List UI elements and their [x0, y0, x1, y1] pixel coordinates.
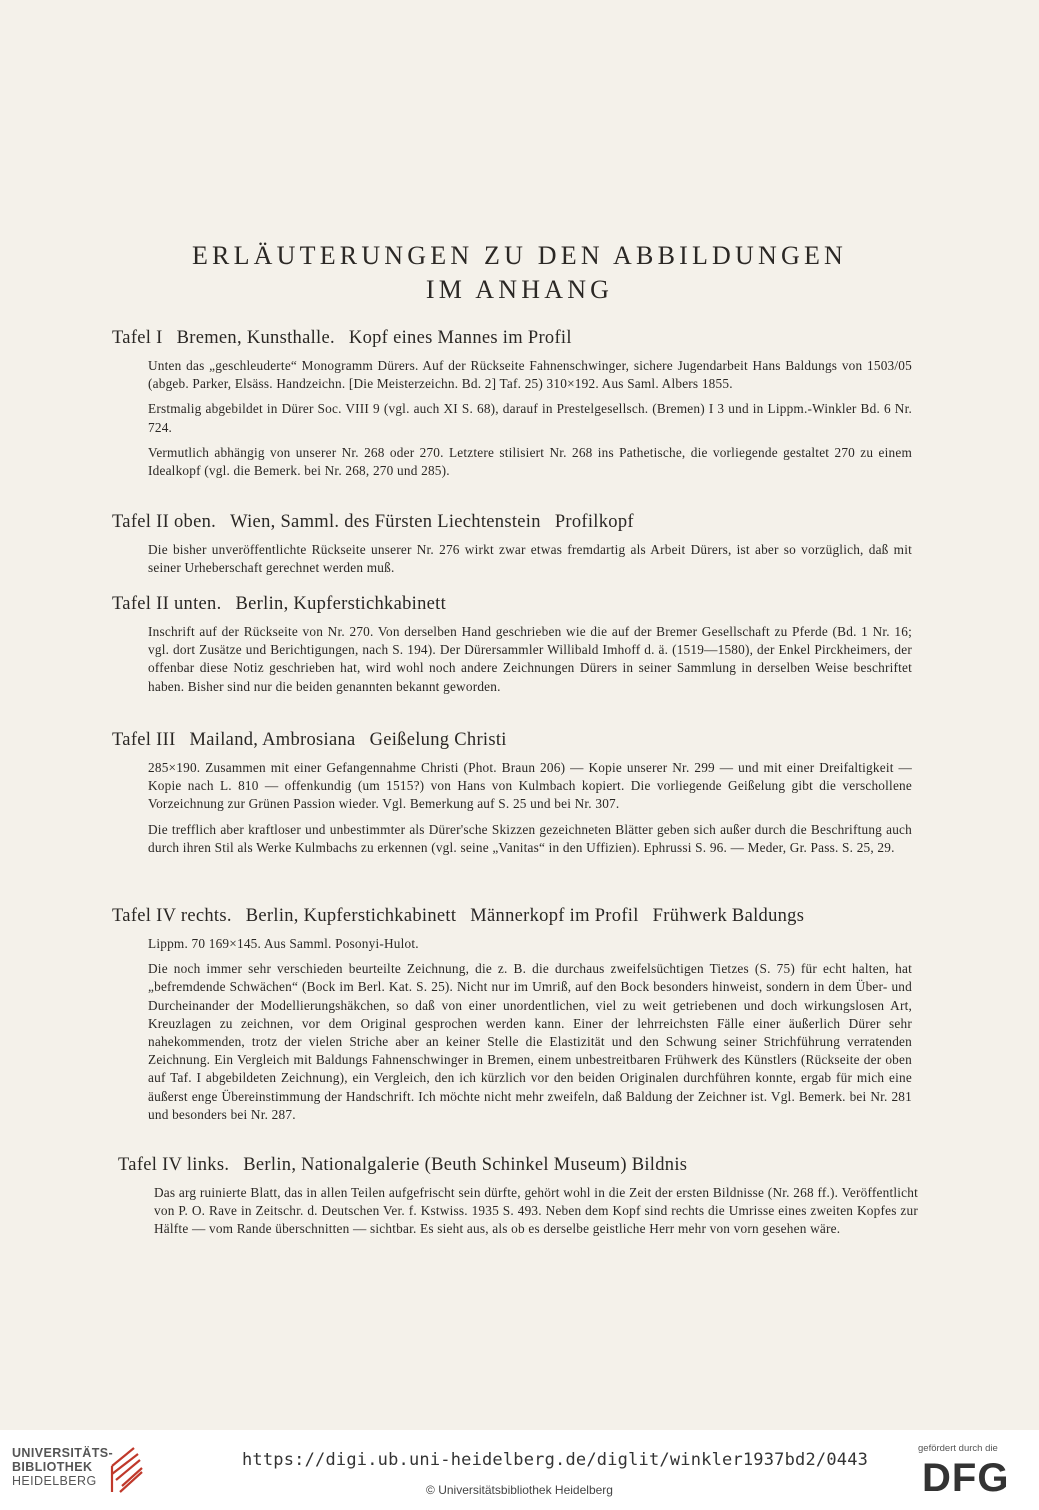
collection: Mailand, Ambrosiana — [189, 730, 356, 750]
paragraph: Erstmalig abgebildet in Dürer Soc. VIII 9 (vgl. auch XI S. 68), darauf in Prestelgesellsch. (Bremen) I 3 und in Lippm.-Winkler Bd. 6 Nr. 724. — [148, 401, 912, 435]
section-heading — [112, 512, 912, 533]
subject: Profilkopf — [554, 512, 634, 532]
collection: Berlin, Nationalgalerie (Beuth Schinkel Museum) Bildnis — [243, 1155, 688, 1175]
section-heading — [112, 328, 912, 349]
subject: Geißelung Christi — [369, 730, 507, 750]
subject: Männerkopf im Profil — [470, 906, 639, 926]
logo-line-1: UNIVERSITÄTS- — [12, 1446, 114, 1460]
page-title-line-1: ERLÄUTERUNGEN ZU DEN ABBILDUNGEN — [191, 241, 848, 270]
paragraph: Unten das „geschleuderte“ Monogramm Dürers. Auf der Rückseite Fahnenschwinger, sichere Jugendarbeit Hans Baldungs von 1503/05 (abgeb. Parker, Elsäss. Handzeichn. [Die Meisterzeichn. Bd. 2] Taf. 25) 310×192. Aus Saml. Albers 1855. — [148, 358, 912, 392]
paragraph: Vermutlich abhängig von unserer Nr. 268 oder 270. Letztere stilisiert Nr. 268 ins Pathetische, die vorliegende gestaltet 270 zu einem Idealkopf (vgl. die Bemerk. bei Nr. 268, 270 und 285). — [148, 444, 912, 479]
section-heading — [112, 594, 912, 615]
section-tafel-1 — [112, 328, 912, 487]
attribution: Frühwerk Baldungs — [652, 906, 805, 926]
paragraph: 285×190. Zusammen mit einer Gefangennahme Christi (Phot. Braun 206) — Kopie unserer Nr. 299 — und mit einer Dreifaltigkeit — Kopie nach L. 810 — offenkundig (um 1515?) von Hans von Kulmbach kopiert. Die vorliegende Geißelung gibt die verschollene Vorzeichnung zur Grünen Passion wieder. Vgl. Bemerkung auf S. 25 und bei Nr. 307. — [148, 760, 912, 812]
collection: Berlin, Kupferstichkabinett — [245, 906, 457, 926]
plate-number: Tafel I — [112, 328, 163, 348]
plate-number: Tafel II oben. — [112, 512, 217, 532]
logo-line-2: BIBLIOTHEK — [12, 1460, 93, 1474]
plate-number: Tafel II unten. — [112, 594, 222, 614]
collection: Berlin, Kupferstichkabinett — [235, 594, 447, 614]
paragraph: Lippm. 70 169×145. Aus Samml. Posonyi-Hulot. — [148, 936, 419, 951]
logo-line-3: HEIDELBERG — [12, 1474, 97, 1488]
section-tafel-3 — [112, 730, 912, 864]
paragraph: Das arg ruinierte Blatt, das in allen Teilen aufgefrischt sein dürfte, gehört wohl in die Zeit der ersten Bildnisse (Nr. 268 ff.). Veröffentlicht von P. O. Rave in Zeitschr. d. Deutschen Ver. f. Kstwiss. 1935 S. 493. Neben dem Kopf sind rechts die Umrisse eines zweiten Kopfes zur Hälfte — vom Rande überschnitten — sichtbar. Es sieht aus, als ob es derselbe geistliche Herr mehr von vorn gesehen wäre. — [154, 1185, 918, 1237]
paragraph: Die bisher unveröffentlichte Rückseite unserer Nr. 276 wirkt zwar etwas fremdartig als Arbeit Dürers, ist aber so vorzüglich, daß mit seiner Urheberschaft gerechnet werden muß. — [148, 542, 912, 576]
paragraph: Die noch immer sehr verschieden beurteilte Zeichnung, die z. B. die durchaus zweifelsüchtigen Tietzes (S. 75) für echt halten, hat „befremdende Schwächen“ (Bock im Berl. Kat. S. 25). Nicht nur im Umriß, auf den Bock besonders hinweist, sondern in dem Über- und Durcheinander der Modellierungshäkchen, so daß von einer unordentlichen, viel zu weit getriebenen und doch wirkungslosen Art, Kreuzlagen zu zeichnen, vor dem Original gesprochen werden kann. Einer der lehrreichsten Fälle einer äußerlich Dürer sehr nahekommenden, trotz der vielen Striche aber an keiner Stelle die Elastizität und den Schwung seiner Strichführung verratenden Zeichnung. Ein Vergleich mit Baldungs Fahnenschwinger in Bremen, einem unbestreitbaren Frühwerk des Künstlers (Rückseite der oben auf Taf. I abgebildeten Zeichnung), ein Vergleich, den ich kürzlich vor den beiden Originalen durchführen konnte, ergab für mich eine äußerst enge Übereinstimmung der Handschrift. Ich möchte nicht mehr zweifeln, daß Baldung der Zeichner ist. Vgl. Bemerk. bei Nr. 281 und besonders bei Nr. 287. — [148, 961, 912, 1122]
permalink-url[interactable]: https://digi.ub.uni-heidelberg.de/diglit/winkler1937bd2/0443 — [242, 1450, 869, 1470]
plate-number: Tafel IV rechts. — [112, 906, 232, 926]
section-heading — [118, 1155, 918, 1176]
subject: Kopf eines Mannes im Profil — [348, 328, 572, 348]
copyright-notice: © Universitätsbibliothek Heidelberg — [426, 1483, 613, 1497]
section-heading — [112, 730, 912, 751]
page-title-line-2: IM ANHANG — [425, 275, 614, 304]
collection: Wien, Samml. des Fürsten Liechtenstein — [230, 512, 541, 532]
collection: Bremen, Kunsthalle. — [176, 328, 335, 348]
plate-number: Tafel IV links. — [118, 1155, 230, 1175]
funding-note: gefördert durch die — [918, 1443, 998, 1454]
section-tafel-2-oben — [112, 512, 912, 584]
section-tafel-2-unten — [112, 594, 912, 703]
section-tafel-4-links — [118, 1155, 918, 1246]
section-tafel-4-rechts — [112, 906, 912, 1131]
dfg-logo[interactable]: DFG — [922, 1456, 1010, 1500]
section-heading — [112, 906, 912, 927]
paragraph: Die trefflich aber kraftloser und unbestimmter als Dürer'sche Skizzen gezeichneten Blätter geben sich außer durch die Beschriftung auch durch ihren Stil als Werke Kulmbachs zu erkennen (vgl. seine „Vanitas“ in den Uffizien). Ephrussi S. 96. — Meder, Gr. Pass. S. 25, 29. — [148, 821, 912, 855]
paragraph: Inschrift auf der Rückseite von Nr. 270. Von derselben Hand geschrieben wie die auf der Bremer Gesellschaft zu Pferde (Bd. 1 Nr. 16; vgl. dort Zusätze und Berichtigungen, nach S. 194). Der Dürersammler Willibald Imhoff d. ä. (1519—1580), der Enkel Pirckheimers, der offenbar diese Notiz geschrieben hat, wird wohl noch andere Zeichnungen Dürers in seiner Sammlung in derselben Weise beschriftet haben. Bisher sind nur die beiden genannten bekannt geworden. — [148, 624, 912, 694]
plate-number: Tafel III — [112, 730, 176, 750]
